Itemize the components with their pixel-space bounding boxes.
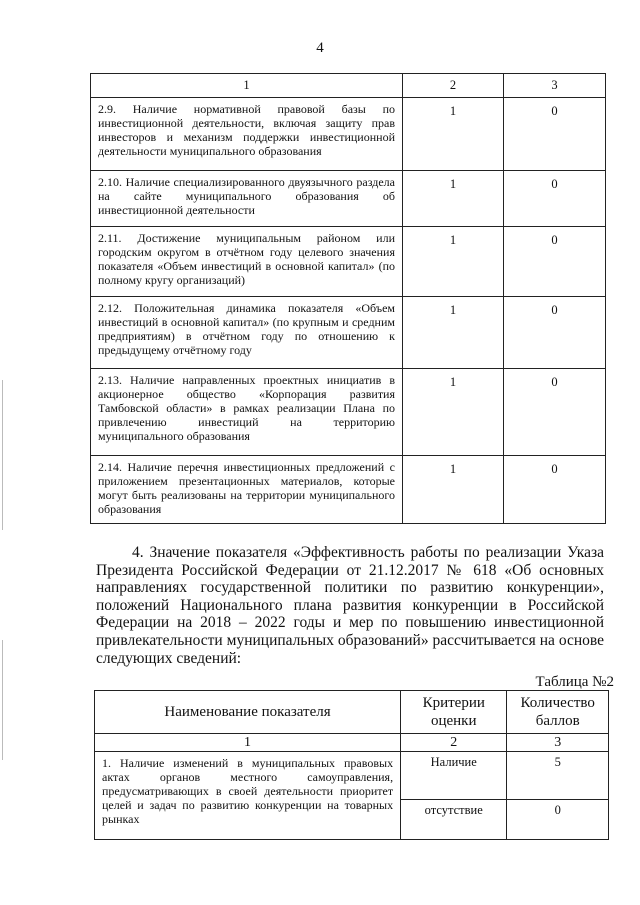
header-criteria: Критерии оценки [401, 691, 507, 734]
table-row [91, 227, 606, 297]
score-value: 0 [551, 177, 558, 191]
header-cell: 2 [403, 74, 504, 98]
score-absent: 0 [554, 803, 561, 817]
competition-table [94, 690, 609, 840]
column-number-row [95, 734, 609, 752]
score-present: 5 [554, 755, 561, 769]
score-value: 0 [551, 104, 558, 118]
criterion-value: 1 [449, 462, 457, 476]
table-row [91, 369, 606, 456]
page-number: 4 [316, 40, 324, 56]
criterion-present: Наличие [430, 755, 477, 769]
table-row [91, 98, 606, 171]
scan-margin-mark [2, 640, 3, 760]
header-score: Количество баллов [507, 691, 609, 734]
indicator-text: 2.9. Наличие нормативной правовой базы по инвестиционной деятельности, включая защиту прав инвесторов и механизм поддержки инвестиционной деятельности муниципального образования [98, 102, 395, 158]
criterion-value: 1 [449, 104, 457, 118]
table-caption: Таблица №2 [535, 674, 614, 690]
indicator-text: 1. Наличие изменений в муниципальных правовых актах органов местного самоуправления, предусматривающих в своей деятельности приоритет целей и задач по развитию конкуренции на товарных рынках [102, 756, 394, 826]
table-row [95, 752, 609, 800]
column-number: 2 [401, 734, 507, 752]
table-header-row [95, 691, 609, 734]
criterion-value: 1 [449, 375, 457, 389]
header-indicator-name: Наименование показателя [95, 691, 401, 734]
indicator-text: 2.13. Наличие направленных проектных инициатив в акционерное общество «Корпорация развития Тамбовской области» в рамках реализации Плана по привлечению инвестиций на территорию муниципального образования [98, 373, 395, 443]
indicators-table [90, 73, 606, 524]
column-number: 3 [507, 734, 609, 752]
header-cell: 1 [91, 74, 403, 98]
criterion-value: 1 [449, 303, 457, 317]
score-value: 0 [551, 303, 558, 317]
score-value: 0 [551, 375, 558, 389]
indicator-text: 2.10. Наличие специализированного двуязычного раздела на сайте муниципального образования об инвестиционной деятельности [98, 175, 395, 217]
scan-margin-mark [2, 380, 3, 530]
indicator-text: 2.11. Достижение муниципальным районом или городским округом в отчётном году целевого значения показателя «Объем инвестиций в основной капитал» (по полному кругу организаций) [98, 231, 395, 287]
table-row [91, 171, 606, 227]
table-header-row [91, 74, 606, 98]
criterion-value: 1 [449, 177, 457, 191]
criterion-absent: отсутствие [424, 803, 483, 817]
score-value: 0 [551, 462, 558, 476]
table-row [91, 297, 606, 369]
indicator-text: 2.14. Наличие перечня инвестиционных предложений с приложением презентационных материалов, которые могут быть реализованы на территории муниципального образования [98, 460, 395, 516]
body-paragraph: 4. Значение показателя «Эффективность работы по реализации Указа Президента Российской Федерации от 21.12.2017 № 618 «Об основных направлениях государственной политики по развитию конкуренции», положений Национального плана развития конкуренции в Российской Федерации на 2018 – 2022 годы и мер по повышению инвестиционной привлекательности муниципальных образований» рассчитывается на основе следующих сведений: [96, 544, 604, 667]
indicator-text: 2.12. Положительная динамика показателя «Объем инвестиций в основной капитал» (по крупным и средним предприятиям) в отчётном году по отношению к предыдущему отчётному году [98, 301, 395, 357]
header-cell: 3 [503, 74, 605, 98]
table-row [91, 456, 606, 524]
column-number: 1 [95, 734, 401, 752]
criterion-value: 1 [449, 233, 457, 247]
score-value: 0 [551, 233, 558, 247]
